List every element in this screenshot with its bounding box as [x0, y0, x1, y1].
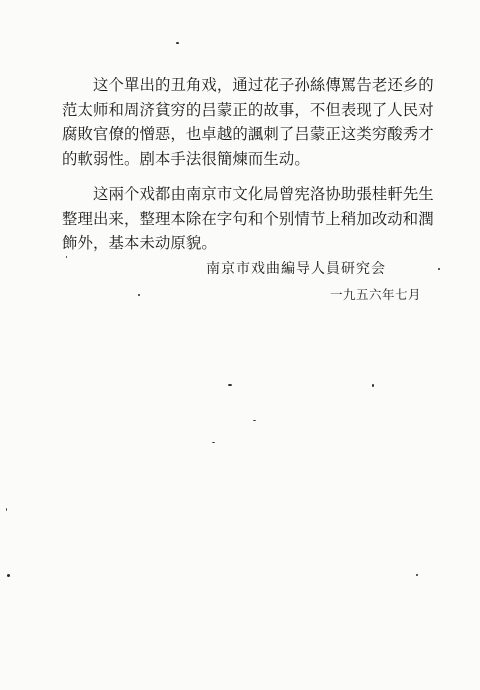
paragraph-1-line-4: 的軟弱性。剧本手法很簡煉而生动。	[62, 149, 310, 168]
paragraph-1-line-2: 范太师和周济貧穷的吕蒙正的故事，不但表现了人民对	[62, 100, 434, 119]
signature-organization: 南京市戏曲編导人員研究会	[206, 261, 386, 277]
paragraph-1	[62, 73, 452, 171]
scan-speck	[253, 420, 256, 421]
scan-speck	[416, 574, 418, 576]
scan-speck	[7, 574, 10, 577]
paragraph-1-line-3: 腐敗官僚的憎惡，也卓越的諷刺了吕蒙正这类穷酸秀才	[62, 125, 434, 143]
paragraph-2	[62, 182, 452, 256]
scan-speck	[176, 42, 179, 44]
paragraph-2-line-1: 这兩个戏都由南京市文化局曾宪洛协助張桂軒先生	[93, 185, 434, 203]
scan-speck	[66, 256, 67, 258]
scan-speck	[138, 294, 140, 296]
scan-speck	[228, 384, 232, 386]
scan-speck	[6, 508, 7, 511]
scan-speck	[438, 268, 440, 270]
scan-speck	[372, 384, 374, 387]
paragraph-2-line-3: 飾外，基本未动原貌。	[62, 234, 217, 252]
signature-date: 一九五六年七月	[330, 287, 422, 302]
paragraph-1-line-1: 这个單出的丑角戏，通过花子孙絲傳罵告老还乡的	[93, 76, 434, 94]
scan-speck	[212, 442, 215, 443]
paragraph-2-line-2: 整理出来，整理本除在字句和个别情节上稍加改动和潤	[62, 209, 434, 228]
